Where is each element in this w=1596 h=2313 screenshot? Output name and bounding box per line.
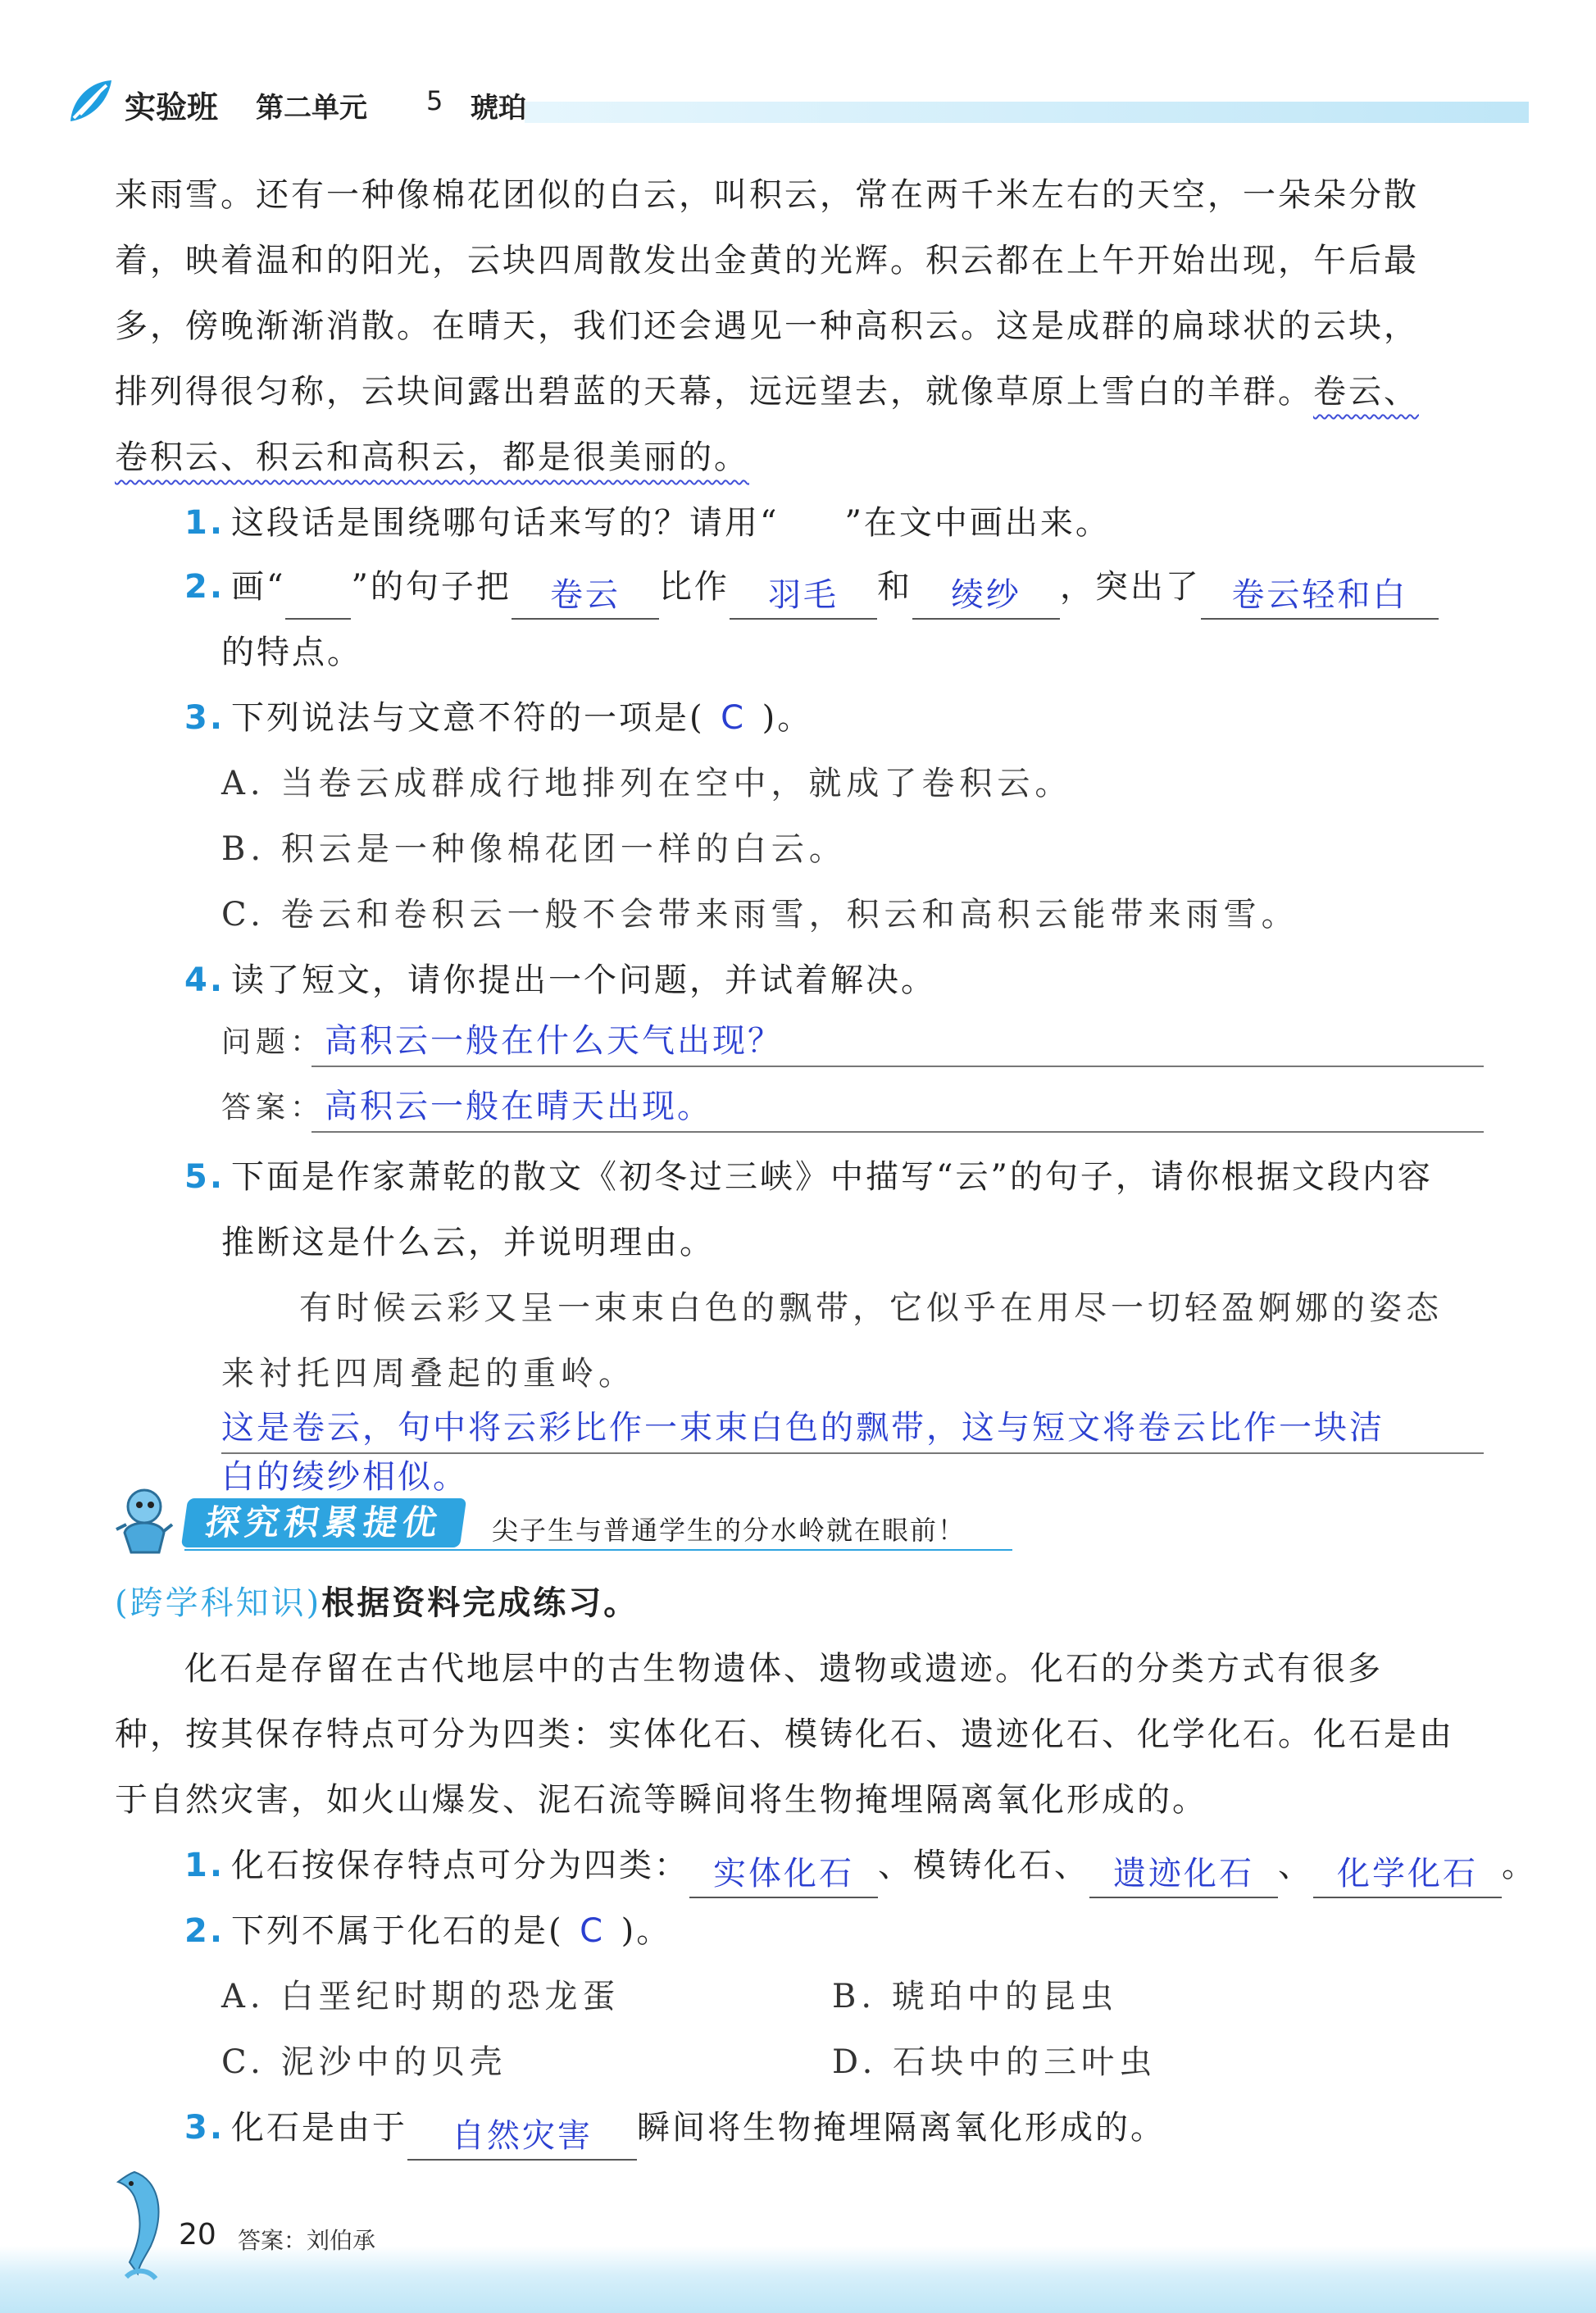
- mascot-icon: [108, 1484, 182, 1559]
- quote-line: 有时候云彩又呈一束束白色的飘带，它似乎在用尽一切轻盈婀娜的姿态: [299, 1289, 1443, 1327]
- passage-line: 来雨雪。还有一种像棉花团似的白云，叫积云，常在两千米左右的天空，一朵朵分散: [115, 176, 1419, 214]
- passage-line: [115, 425, 749, 490]
- question-2-cont: 的特点。: [221, 634, 362, 671]
- header-lesson-title: 琥珀: [471, 92, 526, 125]
- question-text: 化石按保存特点可分为四类：: [231, 1847, 690, 1884]
- answer-blank[interactable]: 绫纱: [912, 572, 1060, 620]
- answer-blank[interactable]: 遗迹化石: [1089, 1851, 1278, 1898]
- answer-blank[interactable]: 卷云轻和白: [1201, 572, 1439, 620]
- question-text: 比作: [658, 568, 730, 606]
- fossil-question-1: [184, 1833, 1537, 1898]
- option-c: C. 泥沙中的贝壳: [221, 2043, 507, 2081]
- question-number: 3.: [184, 699, 225, 737]
- question-text: 。: [1502, 1847, 1538, 1884]
- question-5-cont: 推断这是什么云，并说明理由。: [221, 1224, 715, 1261]
- header-band: [525, 102, 1529, 123]
- question-label-text: 问题：: [221, 1025, 325, 1059]
- question-text: ，突出了: [1059, 568, 1201, 606]
- header-lesson-number: 5: [426, 85, 443, 116]
- question-text: )。: [762, 699, 813, 737]
- question-text: 画“: [231, 568, 286, 606]
- header-unit: 第二单元: [256, 92, 367, 125]
- passage-line: 多，傍晚渐渐消散。在晴天，我们还会遇见一种高积云。这是成群的扁球状的云块，: [115, 307, 1419, 345]
- question-number: 2.: [184, 1912, 225, 1950]
- section-title: 探究积累提优: [181, 1498, 466, 1547]
- question-text: 、模铸化石、: [878, 1847, 1090, 1884]
- footer-note: 答案：刘伯承: [238, 2227, 376, 2254]
- question-text: ”的句子把: [351, 568, 512, 606]
- choice-answer[interactable]: C: [721, 699, 747, 737]
- question-answer[interactable]: 高积云一般在什么天气出现？: [325, 1022, 784, 1060]
- question-5: [184, 1144, 1433, 1210]
- passage-line: [115, 359, 1419, 425]
- question-text: 下列不属于化石的是(: [231, 1912, 564, 1950]
- question-text: 这段话是围绕哪句话来写的？请用“: [231, 504, 780, 542]
- answer-blank[interactable]: 自然灾害: [407, 2113, 637, 2161]
- cross-text-line: 化石是存留在古代地层中的古生物遗体、遗物或遗迹。化石的分类方式有很多: [184, 1650, 1383, 1688]
- leaf-logo-icon: [64, 75, 116, 128]
- question-text: ”在文中画出来。: [844, 504, 1111, 542]
- answer-blank[interactable]: 化学化石: [1313, 1851, 1502, 1898]
- option-b: B. 积云是一种像棉花团一样的白云。: [221, 830, 847, 868]
- answer-blank[interactable]: 羽毛: [730, 572, 877, 620]
- section-underline: [184, 1549, 1012, 1551]
- wavy-underlined-sentence: 卷云、: [1313, 373, 1419, 411]
- answer-blank[interactable]: 实体化石: [689, 1851, 878, 1898]
- question-text: 、: [1278, 1847, 1314, 1884]
- question-1: [184, 490, 1111, 556]
- cross-instruction: 根据资料完成练习。: [321, 1584, 639, 1622]
- option-c: C. 卷云和卷积云一般不会带来雨雪，积云和高积云能带来雨雪。: [221, 896, 1299, 934]
- option-b: B. 琥珀中的昆虫: [832, 1978, 1118, 2015]
- question-number: 5.: [184, 1158, 225, 1196]
- question-text: 读了短文，请你提出一个问题，并试着解决。: [231, 961, 937, 999]
- question-text: 下面是作家萧乾的散文《初冬过三峡》中描写“云”的句子，请你根据文段内容: [231, 1158, 1433, 1196]
- wavy-underlined-sentence: 卷积云、积云和高积云，都是很美丽的。: [115, 439, 749, 476]
- question-text: 瞬间将生物掩埋隔离氧化形成的。: [637, 2109, 1166, 2147]
- answer-text[interactable]: 高积云一般在晴天出现。: [325, 1088, 713, 1125]
- footer-wave: [0, 2246, 1596, 2313]
- question-3: [184, 685, 812, 751]
- dolphin-icon: [102, 2164, 184, 2287]
- answer-text[interactable]: 这是卷云，句中将云彩比作一束束白色的飘带，这与短文将卷云比作一块洁: [221, 1409, 1385, 1447]
- question-number: 2.: [184, 568, 225, 606]
- question-text: 下列说法与文意不符的一项是(: [231, 699, 705, 737]
- passage-text: 排列得很匀称，云块间露出碧蓝的天幕，远远望去，就像草原上雪白的羊群。: [115, 373, 1313, 411]
- passage-line: 着，映着温和的阳光，云块四周散发出金黄的光辉。积云都在上午开始出现，午后最: [115, 242, 1419, 279]
- answer-blank[interactable]: 卷云: [512, 572, 659, 620]
- cross-text-line: 于自然灾害，如火山爆发、泥石流等瞬间将生物掩埋隔离氧化形成的。: [115, 1781, 1207, 1819]
- section-slogan: 尖子生与普通学生的分水岭就在眼前！: [492, 1515, 966, 1546]
- option-d: D. 石块中的三叶虫: [832, 2043, 1157, 2081]
- question-number: 1.: [184, 1847, 225, 1884]
- answer-text[interactable]: 白的绫纱相似。: [221, 1458, 468, 1496]
- fossil-question-2: [184, 1898, 671, 1964]
- cross-heading: [115, 1570, 639, 1636]
- answer-label-text: 答案：: [221, 1091, 325, 1125]
- question-number: 1.: [184, 504, 225, 542]
- question-4: [184, 947, 936, 1013]
- question-text: 和: [876, 568, 912, 606]
- question-number: 4.: [184, 961, 225, 999]
- answer-line: [311, 1066, 1484, 1067]
- straight-line-sample: [285, 572, 351, 620]
- page-number: 20: [179, 2218, 216, 2252]
- option-a: A. 白垩纪时期的恐龙蛋: [221, 1978, 621, 2015]
- question-text: )。: [621, 1912, 672, 1950]
- header-brand: 实验班: [125, 89, 219, 125]
- cross-tag: (跨学科知识): [115, 1584, 322, 1622]
- fossil-question-3: [184, 2095, 1166, 2161]
- choice-answer[interactable]: C: [580, 1912, 606, 1950]
- quote-line: 来衬托四周叠起的重岭。: [221, 1355, 636, 1393]
- answer-line: [311, 1131, 1484, 1133]
- question-number: 3.: [184, 2109, 225, 2147]
- option-a: A. 当卷云成群成行地排列在空中，就成了卷积云。: [221, 765, 1073, 802]
- question-text: 化石是由于: [231, 2109, 408, 2147]
- question-2: [184, 554, 1439, 620]
- cross-text-line: 种，按其保存特点可分为四类：实体化石、模铸化石、遗迹化石、化学化石。化石是由: [115, 1715, 1454, 1753]
